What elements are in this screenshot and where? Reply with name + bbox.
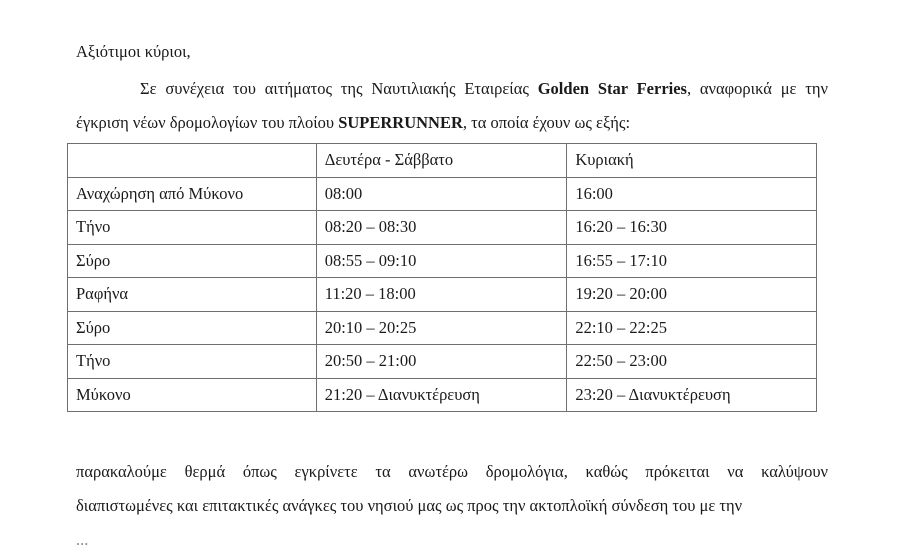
sunday-time-cell: 19:20 – 20:00	[567, 278, 817, 312]
table-row	[68, 177, 817, 211]
table-row	[68, 378, 817, 412]
sunday-time-cell: 22:50 – 23:00	[567, 345, 817, 379]
closing-line-1: παρακαλούμε θερμά όπως εγκρίνετε τα ανωτέρω δρομολόγια, καθώς πρόκειται να καλύψουν	[76, 462, 828, 481]
closing-line-3-cut-off: ...	[76, 530, 89, 549]
weekday-time-cell: 20:50 – 21:00	[316, 345, 567, 379]
table-row	[68, 244, 817, 278]
sunday-time-cell: 23:20 – Διανυκτέρευση	[567, 378, 817, 412]
intro-text-3: , τα οποία έχουν ως εξής:	[462, 113, 631, 132]
stop-cell: Τήνο	[68, 345, 317, 379]
stop-cell: Σύρο	[68, 244, 317, 278]
intro-text-1: Σε συνέχεια του αιτήματος της Ναυτιλιακής Εταιρείας	[140, 79, 538, 98]
stop-cell: Τήνο	[68, 211, 317, 245]
ship-name: SUPERRUNNER	[338, 113, 463, 132]
stop-cell: Ραφήνα	[68, 278, 317, 312]
schedule-table	[67, 143, 817, 412]
closing-line-2: διαπιστωμένες και επιτακτικές ανάγκες του νησιού μας ως προς την ακτοπλοϊκή σύνδεση του με την	[76, 496, 743, 515]
weekday-time-cell: 21:20 – Διανυκτέρευση	[316, 378, 567, 412]
weekday-time-cell: 20:10 – 20:25	[316, 311, 567, 345]
header-cell-route	[68, 144, 317, 178]
sunday-time-cell: 16:00	[567, 177, 817, 211]
table-row	[68, 278, 817, 312]
header-cell-weekdays: Δευτέρα - Σάββατο	[316, 144, 567, 178]
table-row	[68, 345, 817, 379]
greeting: Αξιότιμοι κύριοι,	[76, 42, 191, 61]
weekday-time-cell: 08:00	[316, 177, 567, 211]
weekday-time-cell: 08:20 – 08:30	[316, 211, 567, 245]
sunday-time-cell: 16:55 – 17:10	[567, 244, 817, 278]
intro-text-2: , αναφορικά με την έγκριση νέων δρομολογίων του πλοίου	[76, 79, 828, 132]
stop-cell: Μύκονο	[68, 378, 317, 412]
stop-cell: Αναχώρηση από Μύκονο	[68, 177, 317, 211]
closing-paragraph	[76, 455, 828, 557]
table-row	[68, 311, 817, 345]
table-header-row	[68, 144, 817, 178]
sunday-time-cell: 22:10 – 22:25	[567, 311, 817, 345]
company-name: Golden Star Ferries	[537, 79, 687, 98]
sunday-time-cell: 16:20 – 16:30	[567, 211, 817, 245]
stop-cell: Σύρο	[68, 311, 317, 345]
weekday-time-cell: 08:55 – 09:10	[316, 244, 567, 278]
header-cell-sunday: Κυριακή	[567, 144, 817, 178]
weekday-time-cell: 11:20 – 18:00	[316, 278, 567, 312]
intro-paragraph	[76, 72, 828, 140]
table-row	[68, 211, 817, 245]
